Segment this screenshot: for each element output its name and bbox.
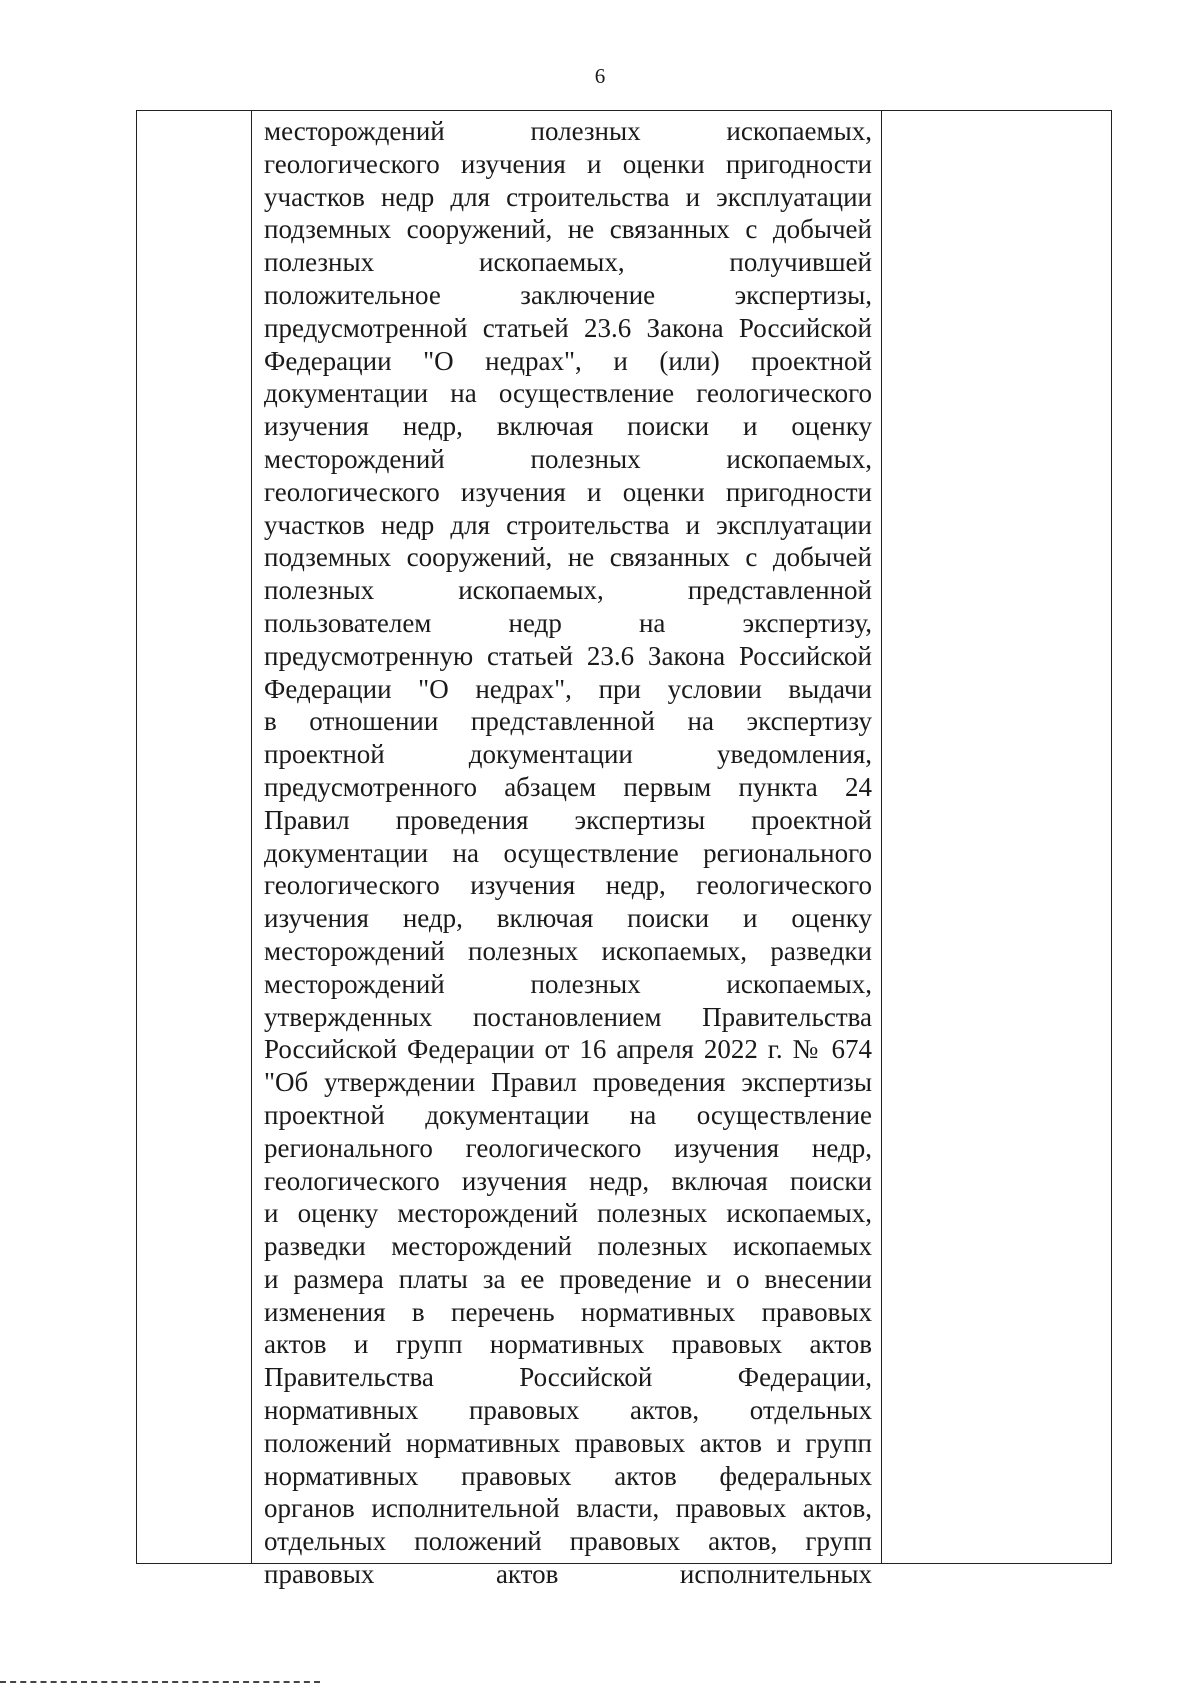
text-line: геологического изучения недр, геологического	[264, 870, 872, 901]
text-line: положений нормативных правовых актов и групп	[264, 1427, 872, 1458]
text-line: подземных сооружений, не связанных с добычей	[264, 214, 872, 245]
text-line: положительное заключение экспертизы,	[264, 279, 872, 310]
text-line: месторождений полезных ископаемых,	[264, 443, 872, 474]
text-line: месторождений полезных ископаемых, разведки	[264, 935, 872, 966]
text-line: геологического изучения недр, включая поиски	[264, 1165, 872, 1196]
text-line: геологического изучения и оценки пригодности	[264, 476, 872, 507]
text-line: утвержденных постановлением Правительства	[264, 1001, 872, 1032]
text-line: изменения в перечень нормативных правовых	[264, 1296, 872, 1327]
text-line: нормативных правовых актов, отдельных	[264, 1395, 872, 1426]
text-line: Федерации "О недрах", при условии выдачи	[264, 673, 872, 704]
text-line: в отношении представленной на экспертизу	[264, 706, 872, 737]
text-line: органов исполнительной власти, правовых актов,	[264, 1493, 872, 1524]
text-line: правовых актов исполнительных	[264, 1559, 872, 1590]
text-line: проектной документации на осуществление	[264, 1099, 872, 1130]
text-line: участков недр для строительства и эксплуатации	[264, 509, 872, 540]
text-line: полезных ископаемых, получившей	[264, 247, 872, 278]
text-line: нормативных правовых актов федеральных	[264, 1460, 872, 1491]
text-line: подземных сооружений, не связанных с добычей	[264, 542, 872, 573]
table	[136, 110, 1112, 1590]
footer-rule	[0, 1681, 320, 1683]
column-divider-right	[881, 111, 882, 1563]
text-line: проектной документации уведомления,	[264, 739, 872, 770]
text-line: Российской Федерации от 16 апреля 2022 г. № 674	[264, 1034, 872, 1065]
page-number: 6	[594, 64, 606, 88]
text-line: участков недр для строительства и эксплуатации	[264, 181, 872, 212]
text-line: изучения недр, включая поиски и оценку	[264, 411, 872, 442]
text-line: Федерации "О недрах", и (или) проектной	[264, 345, 872, 376]
text-line: Правительства Российской Федерации,	[264, 1362, 872, 1393]
text-line: полезных ископаемых, представленной	[264, 575, 872, 606]
text-line: пользователем недр на экспертизу,	[264, 607, 872, 638]
text-line: Правил проведения экспертизы проектной	[264, 804, 872, 835]
text-line: месторождений полезных ископаемых,	[264, 968, 872, 999]
text-line: разведки месторождений полезных ископаемых	[264, 1231, 872, 1262]
text-line: и оценку месторождений полезных ископаемых,	[264, 1198, 872, 1229]
text-line: и размера платы за ее проведение и о внесении	[264, 1263, 872, 1294]
column-divider-left	[251, 111, 252, 1563]
text-line: месторождений полезных ископаемых,	[264, 116, 872, 146]
text-line: геологического изучения и оценки пригодности	[264, 148, 872, 179]
text-line: документации на осуществление геологического	[264, 378, 872, 409]
text-line: "Об утверждении Правил проведения экспертизы	[264, 1067, 872, 1098]
text-line: предусмотренного абзацем первым пункта 24	[264, 771, 872, 802]
text-line: изучения недр, включая поиски и оценку	[264, 903, 872, 934]
text-line: предусмотренной статьей 23.6 Закона Российской	[264, 312, 872, 343]
text-line: регионального геологического изучения недр,	[264, 1132, 872, 1163]
text-line: актов и групп нормативных правовых актов	[264, 1329, 872, 1360]
text-line: предусмотренную статьей 23.6 Закона Российской	[264, 640, 872, 671]
text-line: отдельных положений правовых актов, групп	[264, 1526, 872, 1557]
text-line: документации на осуществление регионального	[264, 837, 872, 868]
table-cell-text	[264, 115, 872, 1591]
